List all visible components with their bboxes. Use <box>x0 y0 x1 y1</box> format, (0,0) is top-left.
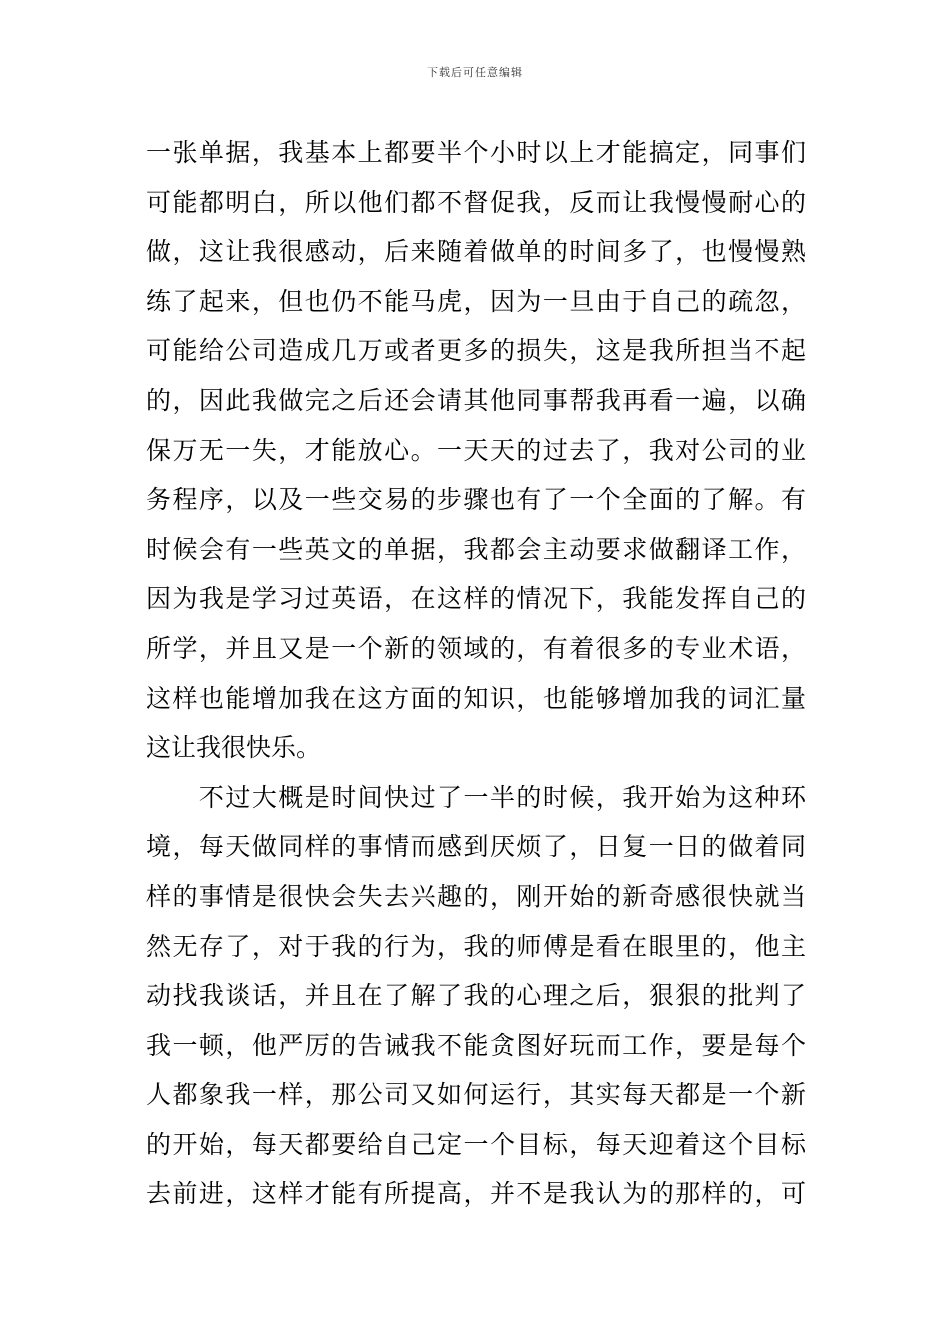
text-line: 时候会有一些英文的单据，我都会主动要求做翻译工作， <box>146 534 806 564</box>
text-line: 因为我是学习过英语，在这样的情况下，我能发挥自己的 <box>146 584 806 614</box>
text-line: 样的事情是很快会失去兴趣的，刚开始的新奇感很快就当 <box>146 881 806 911</box>
text-line: 的开始，每天都要给自己定一个目标，每天迎着这个目标 <box>146 1129 806 1159</box>
text-line: 做，这让我很感动，后来随着做单的时间多了，也慢慢熟 <box>146 237 806 267</box>
text-line: 这样也能增加我在这方面的知识，也能够增加我的词汇量 <box>146 683 806 713</box>
text-line: 保万无一失，才能放心。一天天的过去了，我对公司的业 <box>146 435 806 465</box>
text-line: 的，因此我做完之后还会请其他同事帮我再看一遍，以确 <box>146 385 806 415</box>
document-body <box>146 128 806 1219</box>
text-line: 我一顿，他严厉的告诫我不能贪图好玩而工作，要是每个 <box>146 1030 806 1060</box>
text-line: 去前进，这样才能有所提高，并不是我认为的那样的，可 <box>146 1179 806 1209</box>
text-line: 练了起来，但也仍不能马虎，因为一旦由于自己的疏忽， <box>146 286 806 316</box>
text-line: 一张单据，我基本上都要半个小时以上才能搞定，同事们 <box>146 138 806 167</box>
page-header: 下载后可任意编辑 <box>427 66 523 79</box>
text-line: 动找我谈话，并且在了解了我的心理之后，狠狠的批判了 <box>146 981 806 1011</box>
text-line: 可能给公司造成几万或者更多的损失，这是我所担当不起 <box>146 336 806 366</box>
text-line: 所学，并且又是一个新的领域的，有着很多的专业术语， <box>146 633 806 663</box>
text-line: 不过大概是时间快过了一半的时候，我开始为这种环 <box>146 782 806 812</box>
text-line: 这让我很快乐。 <box>146 733 322 763</box>
text-line: 务程序，以及一些交易的步骤也有了一个全面的了解。有 <box>146 485 806 515</box>
text-line: 然无存了，对于我的行为，我的师傅是看在眼里的，他主 <box>146 931 806 961</box>
text-line: 人都象我一样，那公司又如何运行，其实每天都是一个新 <box>146 1080 806 1110</box>
text-line: 境，每天做同样的事情而感到厌烦了，日复一日的做着同 <box>146 832 806 862</box>
text-line: 可能都明白，所以他们都不督促我，反而让我慢慢耐心的 <box>146 187 806 217</box>
